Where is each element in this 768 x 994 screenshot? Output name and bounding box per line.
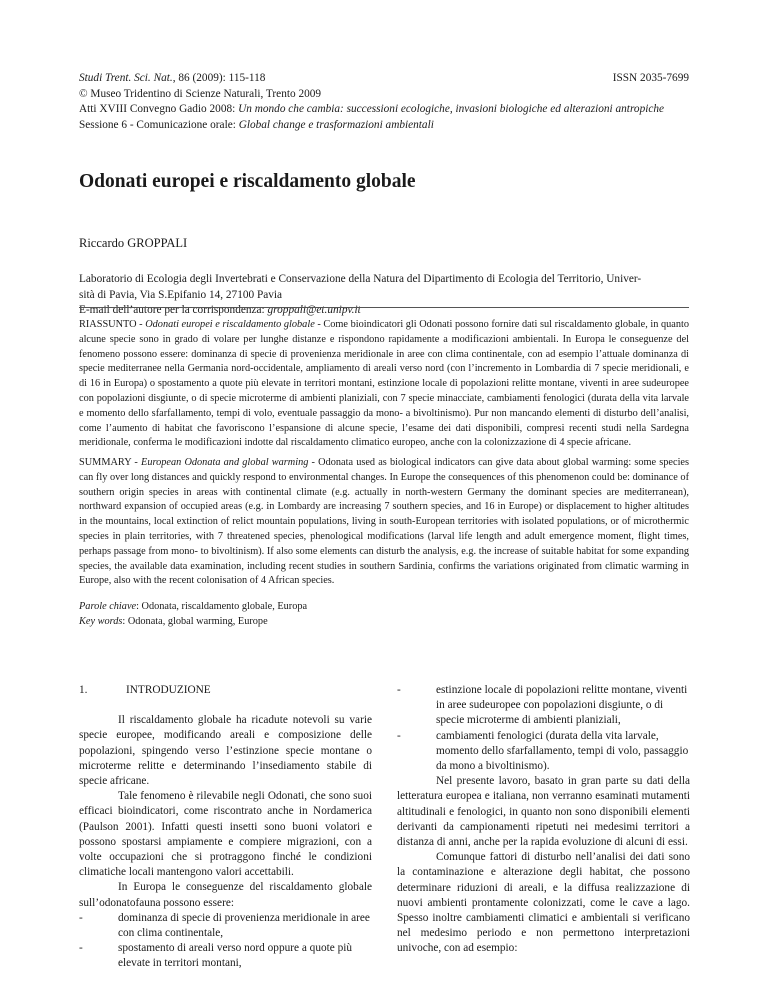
congress-prefix: Atti XVIII Convegno Gadio 2008: bbox=[79, 103, 239, 115]
author-name: Riccardo GROPPALI bbox=[79, 236, 188, 250]
journal-name: Studi Trent. Sci. Nat. bbox=[79, 72, 173, 84]
section-heading bbox=[79, 683, 372, 698]
author-email: groppali@et.unipv.it bbox=[267, 304, 361, 316]
key-words-text: : Odonata, global warming, Europe bbox=[122, 615, 268, 627]
journal-header bbox=[79, 71, 689, 133]
left-column bbox=[79, 683, 372, 972]
body-paragraph-1: Nel presente lavoro, basato in gran parte su dati della letteratura europea e italiana, non verranno esaminati mutamenti altitudinali e fenologici, in quanto non sono disponibili elementi derivanti da campionamenti ripetuti nei medesimi territori a distanza di anni, anche per la rapida evoluzione di alcuni di essi. bbox=[397, 775, 690, 849]
parole-chiave-text: : Odonata, riscaldamento globale, Europa bbox=[136, 601, 308, 612]
list-item bbox=[397, 729, 690, 775]
affiliation-line-2: sità di Pavia, Via S.Epifanio 14, 27100 Pavia bbox=[79, 288, 283, 301]
list-item bbox=[79, 911, 372, 941]
key-words bbox=[79, 615, 689, 630]
paper-title: Odonati europei e riscaldamento globale bbox=[79, 171, 416, 192]
key-words-label: Key words bbox=[79, 615, 123, 627]
list-dash: - bbox=[79, 942, 83, 955]
citation-line bbox=[79, 71, 689, 87]
affiliation-line-1: Laboratorio di Ecologia degli Invertebrati e Conservazione della Natura del Dipartimento di Ecologia del Territorio, Univer- bbox=[79, 273, 642, 285]
journal-volume: , 86 (2009): 115-118 bbox=[172, 72, 266, 84]
body-paragraph-2: Comunque fattori di disturbo nell’analisi dei dati sono la contaminazione e alterazione degli habitat, che possono determinare riduzioni di areali, e la diffusa realizzazione di nuovi ambienti prontamente colonizzati, come le cave a lago. Spesso inoltre cambiamenti climatici e ambientali si verificano nel medesimo periodo e non permettono interpretazioni univoche, con ad esempio: bbox=[397, 851, 690, 955]
affiliation bbox=[79, 272, 691, 319]
congress-line bbox=[79, 102, 689, 118]
riassunto-label: RIASSUNTO - bbox=[79, 319, 146, 330]
email-prefix: E-mail dell’autore per la corrispondenza: bbox=[79, 304, 268, 316]
issn: ISSN 2035-7699 bbox=[612, 72, 689, 84]
intro-paragraph-3: In Europa le conseguenze del riscaldamento globale sull’odonatofauna possono essere: bbox=[79, 881, 372, 909]
parole-chiave bbox=[79, 600, 689, 615]
intro-paragraph-1: Il riscaldamento globale ha ricadute notevoli su varie specie europee, modificando areali e composizione delle popolazioni, spingendo verso l’estinzione specie montane o microterme relitte e determinando l’insediamento stabile di specie africane. bbox=[79, 714, 372, 788]
list-item bbox=[79, 941, 372, 971]
list-item-text: spostamento di areali verso nord oppure a quote più elevate in territori montani, bbox=[118, 942, 353, 970]
summary-title: European Odonata and global warming bbox=[141, 457, 309, 468]
congress-title: Un mondo che cambia: successioni ecologiche, invasioni biologiche ed alterazioni antropiche bbox=[238, 103, 665, 115]
intro-paragraph-2: Tale fenomeno è rilevabile negli Odonati, che sono suoi efficaci bioindicatori, come riscontrato anche in Nordamerica (Paulson 2001). Infatti questi insetti sono buoni volatori e possono spostarsi ampiamente e compiere migrazioni, con a volte occupazioni che si protraggono finché le condizioni climatiche locali mantengono valori accettabili. bbox=[79, 790, 372, 879]
session-title: Global change e trasformazioni ambientali bbox=[238, 118, 434, 131]
right-column bbox=[397, 683, 690, 957]
header-divider bbox=[79, 307, 689, 308]
section-number: 1. bbox=[79, 684, 88, 696]
parole-chiave-label: Parole chiave bbox=[79, 601, 137, 612]
session-prefix: Sessione 6 - Comunicazione orale: bbox=[79, 118, 239, 131]
list-dash: - bbox=[397, 729, 401, 742]
list-dash: - bbox=[79, 911, 83, 924]
riassunto bbox=[79, 318, 689, 451]
list-dash: - bbox=[397, 684, 401, 696]
riassunto-text: - Come bioindicatori gli Odonati possono fornire dati sul riscaldamento globale, in quanto alcune specie sono in grado di volare per lunghe distanze e rispondono rapidamente a modificazioni ambientali. In Europa le conseguenze del fenomeno possono essere: dominanza di specie di provenienza meridionale in aree con clima continentale, con ad esempio l’attuale dominanza di specie mediterranee nella Germania nord-occidentale, ampliamento di areali verso nord (con l’incremento in Lombardia di 7 specie meridionali, e di 16 in Europa) o spostamento a quote più elevate in territori montani, estinzione locale di popolazioni relitte montane, viventi in aree sudeuropee con popolazioni disgiunte, o di specie microterme di ambienti planiziali, con 7 specie minacciate, cambiamenti fenologici (durata della vita larvale e momento dello sfarfallamento, tempi di volo, eventuale passaggio da mono- a bivoltinismo). Pur non mancando elementi di disturbo dell’analisi, come l’aumento di habitat che favoriscono l’espansione di alcune specie, l’esame dei dati disponibili, compresi recenti studi nella Sardegna meridionale, conferma le modificazioni indotte dal riscaldamento climatico europeo, anche con la colonizzazione di 4 specie africane. bbox=[79, 319, 690, 449]
section-title: INTRODUZIONE bbox=[126, 684, 211, 696]
session-line bbox=[79, 118, 689, 134]
riassunto-title: Odonati europei e riscaldamento globale bbox=[145, 319, 315, 330]
email-line bbox=[79, 303, 691, 319]
copyright: © Museo Tridentino di Scienze Naturali, Trento 2009 bbox=[79, 87, 322, 100]
list-item-text: cambiamenti fenologici (durata della vita larvale, momento dello sfarfallamento, tempi di volo, passaggio da mono a bivoltinismo). bbox=[436, 729, 689, 773]
list-item bbox=[397, 683, 690, 729]
list-item-text: dominanza di specie di provenienza meridionale in aree con clima continentale, bbox=[118, 911, 370, 940]
citation bbox=[79, 71, 265, 87]
summary bbox=[79, 456, 689, 589]
summary-label: SUMMARY - bbox=[79, 457, 142, 468]
keywords bbox=[79, 600, 689, 630]
summary-text: - Odonata used as biological indicators can give data about global warming: some species can fly over long distances and quickly respond to environmental changes. In Europe the consequences of this phenomenon could be: dominance of southern origin species in areas with continental climate (e.g. actually in north-western Germany the dominant species are mediterranean), northward expansion of occupied areas (e.g. in Lombardy are increasing 7 southern species, and 16 in Europe) or displacement to higher altitudes in the mountains, local extinction of relict mountain populations, living in south-European territories with isolated populations, or of microthermic species in plain territories, with 7 threatened species, phenological modifications (larval life length and adult emergence moment, flight times, perhaps passage from mono- to bivoltinism). If also some elements can disturb the analysis, e.g. the increase of suitable habitat for some expanding species, the available data examination, including recent studies in southern Sardinia, confirms the variations originated from climatic warming in Europe, also with the recent colonisation of 4 African species. bbox=[79, 457, 690, 587]
list-item-text: estinzione locale di popolazioni relitte montane, viventi in aree sudeuropee con popolazioni disgiunte, o di specie microterme di ambienti planiziali, bbox=[436, 684, 688, 727]
